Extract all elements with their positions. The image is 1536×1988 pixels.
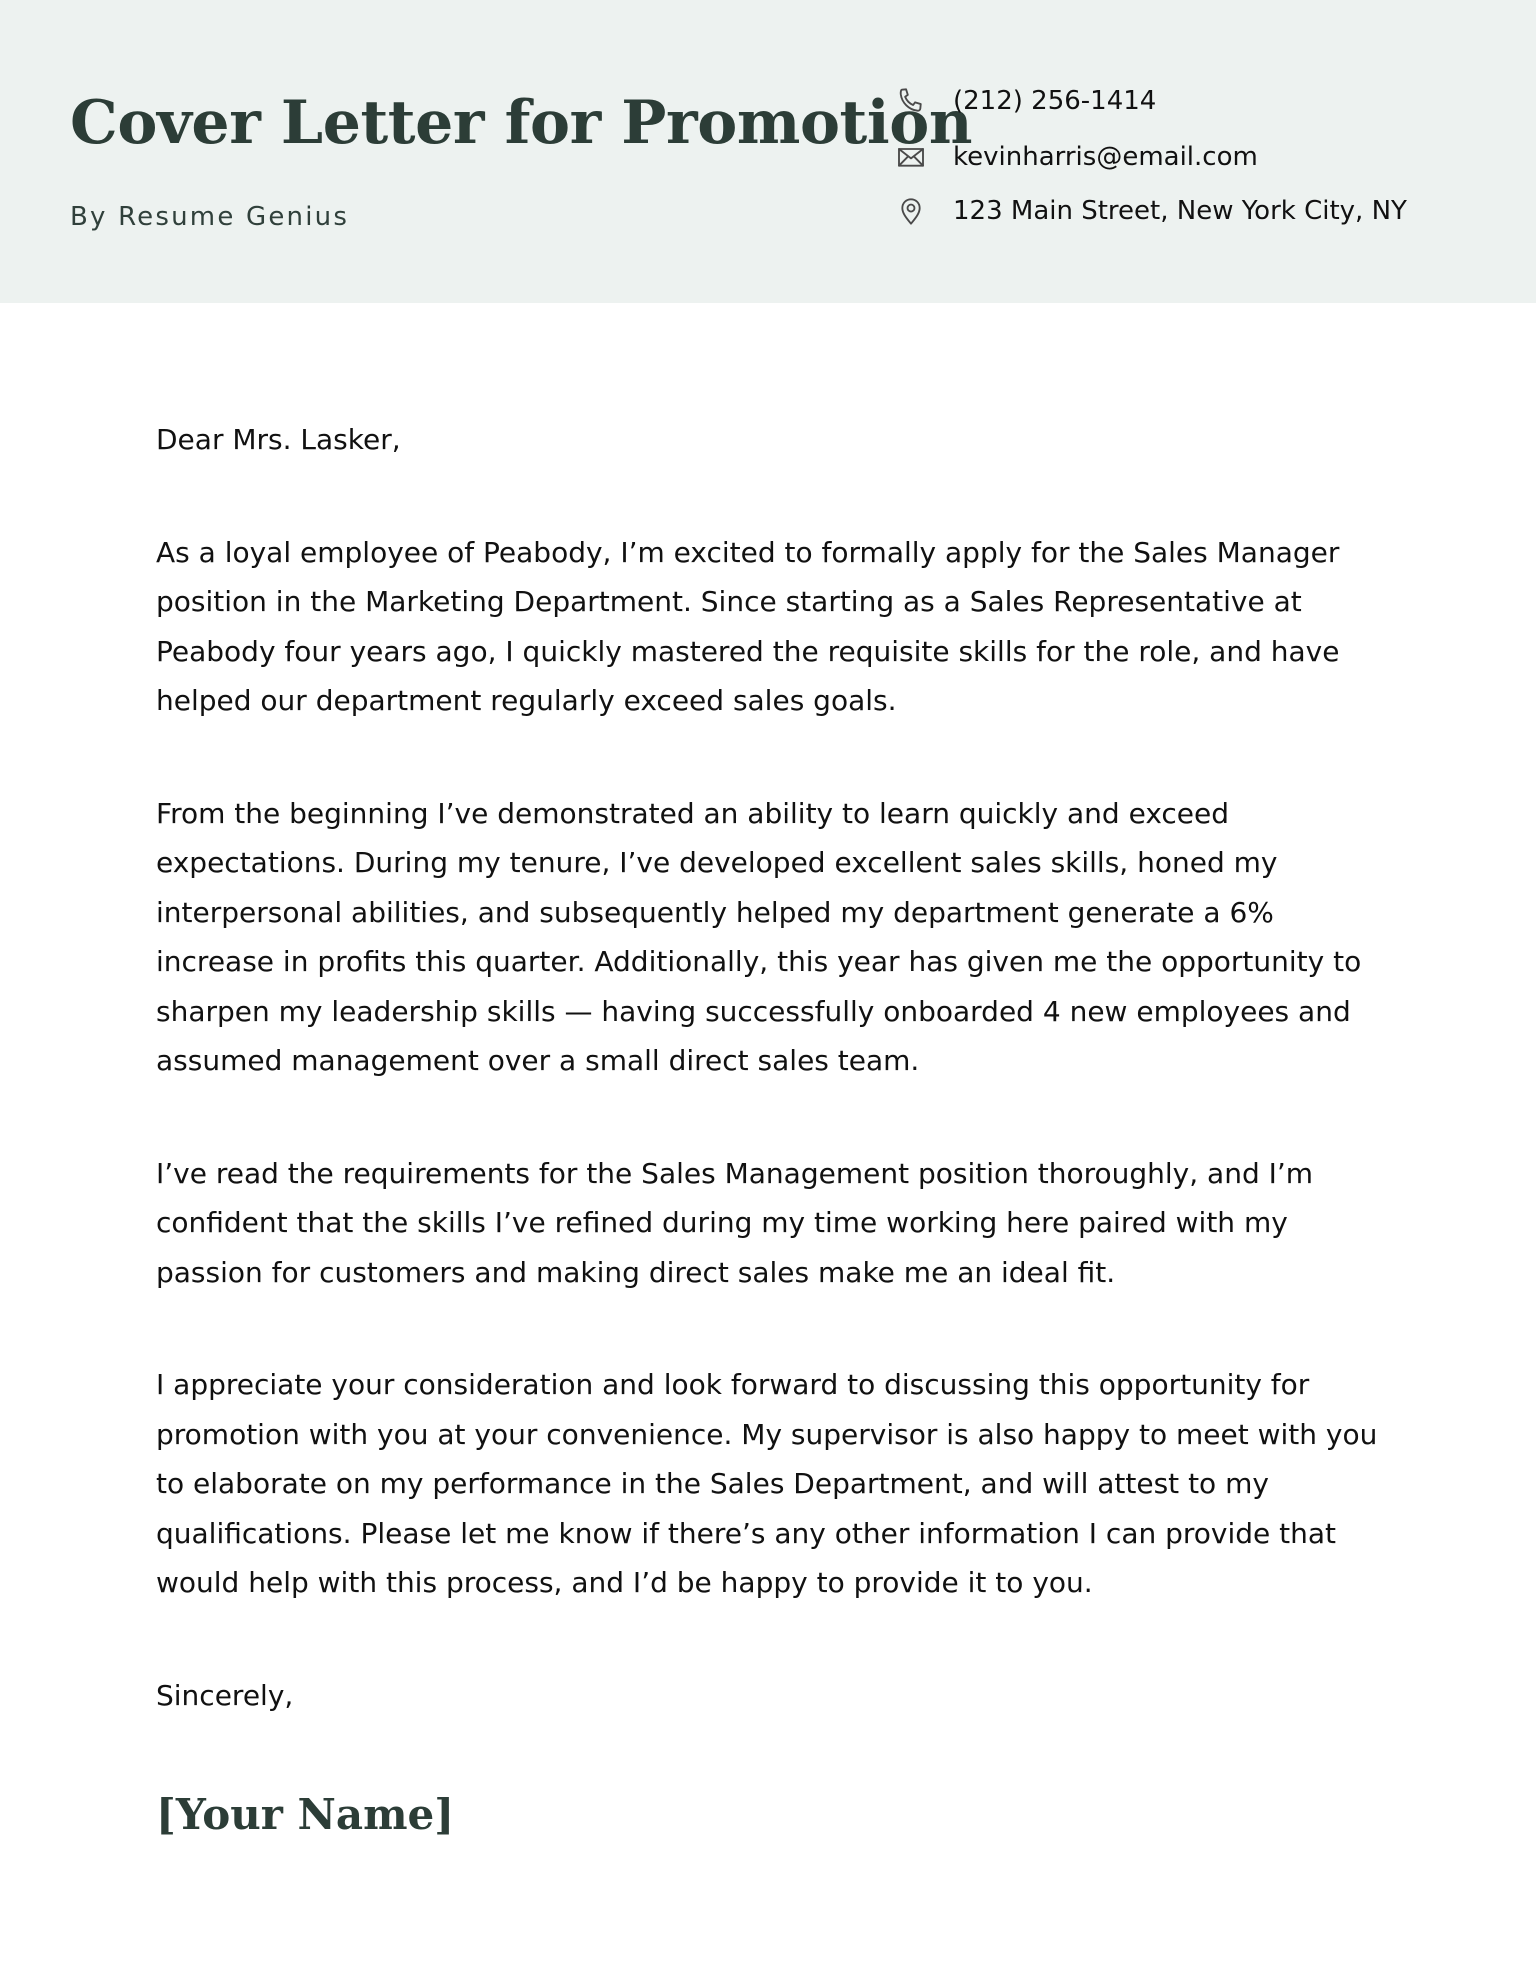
closing: Sincerely,	[156, 1678, 294, 1712]
paragraph-fit: I’ve read the requirements for the Sales Management position thoroughly, and I’m confident that the skills I’ve refined during my time working here paired with my passion for customers and making direct sales make me an ideal fit.	[156, 1156, 1314, 1289]
contact-phone	[895, 81, 1156, 121]
paragraph-closing: I appreciate your consideration and look forward to discussing this opportunity for promotion with you at your convenience. My supervisor is also happy to meet with you to elaborate on my performance in the Sales Department, and will attest to my qualifications. Please let me know if there’s any other information I can provide that would help with this process, and I’d be happy to provide it to you.	[156, 1368, 1378, 1599]
page-title: Cover Letter for Promotion	[70, 88, 973, 158]
paragraph-intro: As a loyal employee of Peabody, I’m excited to formally apply for the Sales Manager position in the Marketing Department. Since starting as a Sales Representative at Peabody four years ago, I quickly mastered the requisite skills for the role, and have helped our department regularly exceed sales goals.	[156, 535, 1340, 717]
street-address: 123 Main Street, New York City, NY	[953, 196, 1407, 226]
paragraph-achievements: From the beginning I’ve demonstrated an ability to learn quickly and exceed expectations. During my tenure, I’ve developed excellent sales skills, honed my interpersonal abilities, and subsequently helped my department generate a 6% increase in profits this quarter. Additionally, this year has given me the opportunity to sharpen my leadership skills — having successfully onboarded 4 new employees and assumed management over a small direct sales team.	[156, 796, 1362, 1077]
byline: By Resume Genius	[70, 202, 350, 232]
letter-body	[156, 415, 1396, 1720]
email-address: kevinharris@email.com	[953, 142, 1258, 172]
contact-email	[895, 137, 1258, 177]
header-banner	[0, 0, 1536, 303]
salutation: Dear Mrs. Lasker,	[156, 423, 401, 456]
signature-name: [Your Name]	[156, 1790, 455, 1839]
phone-number: (212) 256-1414	[953, 86, 1157, 116]
mail-icon	[895, 141, 927, 173]
location-pin-icon	[895, 195, 927, 227]
contact-address	[895, 191, 1407, 231]
phone-icon	[895, 85, 927, 117]
